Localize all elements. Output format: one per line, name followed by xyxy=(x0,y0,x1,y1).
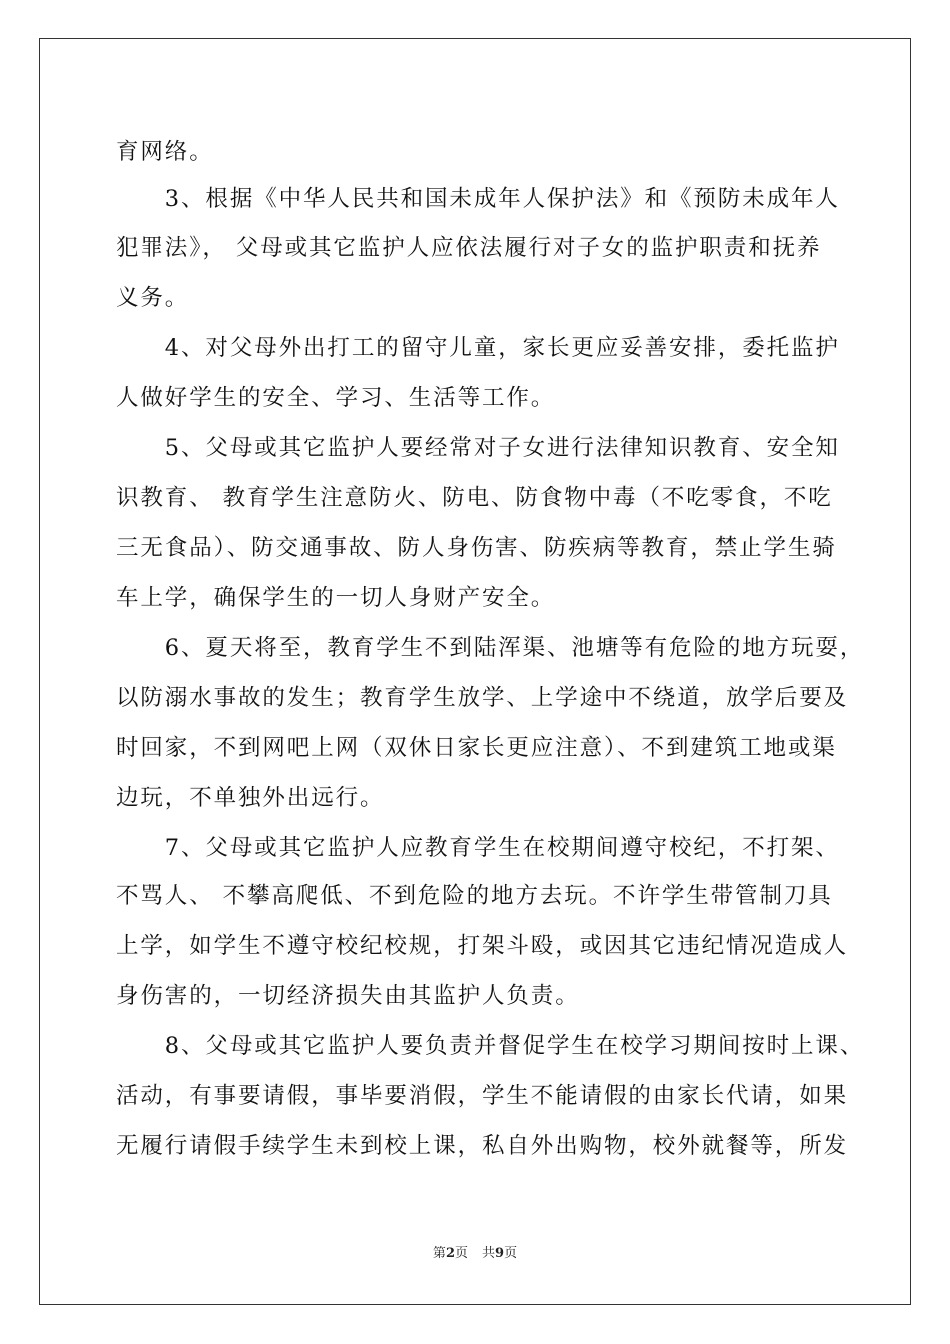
text-line: 边玩，不单独外出远行。 xyxy=(116,785,385,811)
text-line: 车上学，确保学生的一切人身财产安全。 xyxy=(116,585,556,611)
text-line: 无履行请假手续学生未到校上课，私自外出购物，校外就餐等，所发 xyxy=(116,1133,849,1159)
text-line: 活动，有事要请假，事毕要消假，学生不能请假的由家长代请，如果 xyxy=(116,1083,849,1109)
text-line: 义务。 xyxy=(116,285,190,311)
page-suffix: 页 xyxy=(454,1246,468,1261)
text-line: 5、父母或其它监护人要经常对子女进行法律知识教育、安全知 xyxy=(116,435,840,461)
text-line: 时回家，不到网吧上网（双休日家长更应注意）、不到建筑工地或渠 xyxy=(116,735,837,761)
page-prefix: 第 xyxy=(432,1246,446,1261)
text-line: 人做好学生的安全、学习、生活等工作。 xyxy=(116,385,556,411)
total-suffix: 页 xyxy=(504,1246,518,1261)
page-footer xyxy=(0,1245,950,1263)
text-line: 3、根据《中华人民共和国未成年人保护法》和《预防未成年人 xyxy=(116,186,840,212)
total-prefix: 共 xyxy=(482,1246,496,1261)
text-line: 7、父母或其它监护人应教育学生在校期间遵守校纪，不打架、 xyxy=(116,835,840,861)
text-line: 4、对父母外出打工的留守儿童，家长更应妥善安排，委托监护 xyxy=(116,335,840,361)
text-line: 不骂人、 不攀高爬低、不到危险的地方去玩。不许学生带管制刀具 xyxy=(116,883,833,909)
text-line: 识教育、 教育学生注意防火、防电、防食物中毒（不吃零食，不吃 xyxy=(116,485,833,511)
text-line: 上学，如学生不遵守校纪校规，打架斗殴，或因其它违纪情况造成人 xyxy=(116,933,849,959)
text-line: 三无食品）、防交通事故、防人身伤害、防疾病等教育，禁止学生骑 xyxy=(116,535,837,561)
page-number: 2 xyxy=(445,1246,455,1261)
total-pages: 9 xyxy=(495,1246,505,1261)
text-line: 身伤害的，一切经济损失由其监护人负责。 xyxy=(116,983,580,1009)
text-line: 犯罪法》， 父母或其它监护人应依法履行对子女的监护职责和抚养 xyxy=(116,235,822,261)
text-line: 育网络。 xyxy=(116,139,214,165)
text-line: 以防溺水事故的发生；教育学生放学、上学途中不绕道，放学后要及 xyxy=(116,685,849,711)
text-line: 6、夏天将至，教育学生不到陆浑渠、池塘等有危险的地方玩耍， xyxy=(116,635,865,661)
page-border xyxy=(39,38,911,1305)
text-line: 8、父母或其它监护人要负责并督促学生在校学习期间按时上课、 xyxy=(116,1033,865,1059)
